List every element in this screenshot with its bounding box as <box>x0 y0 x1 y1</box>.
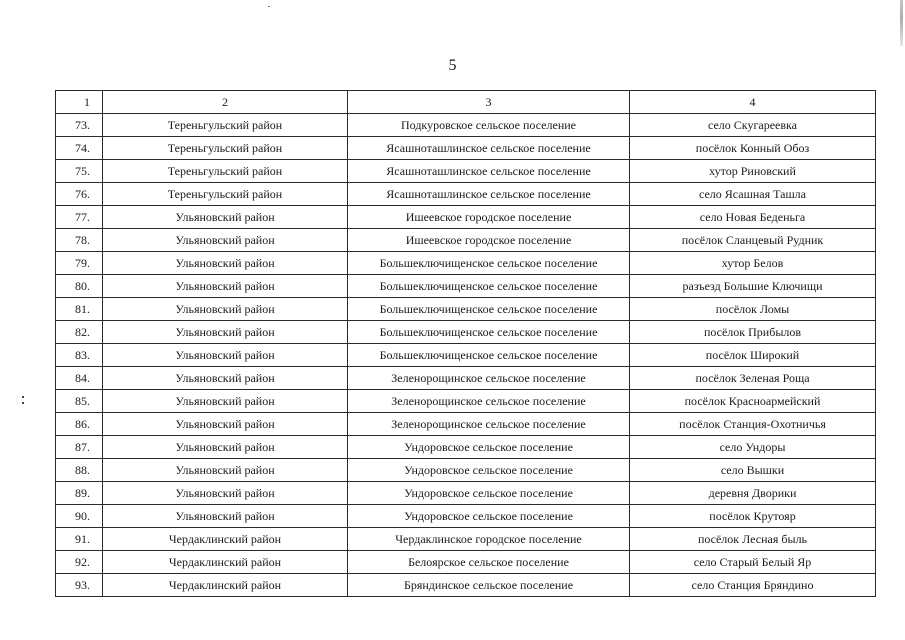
district-cell: Чердаклинский район <box>103 528 348 551</box>
district-cell: Ульяновский район <box>103 206 348 229</box>
row-number-cell: 85. <box>56 390 103 413</box>
header-cell-settlement: 3 <box>348 91 630 114</box>
settlement-cell: Бряндинское сельское поселение <box>348 574 630 597</box>
table-body <box>56 91 876 597</box>
settlement-cell: Чердаклинское городское поселение <box>348 528 630 551</box>
scan-speck <box>22 402 24 404</box>
row-number-cell: 77. <box>56 206 103 229</box>
row-number-cell: 74. <box>56 137 103 160</box>
row-number-cell: 91. <box>56 528 103 551</box>
district-cell: Тереньгульский район <box>103 137 348 160</box>
locality-cell: посёлок Ломы <box>630 298 876 321</box>
scan-speck <box>268 6 270 7</box>
table-row <box>56 505 876 528</box>
district-cell: Ульяновский район <box>103 275 348 298</box>
settlement-cell: Зеленорощинское сельское поселение <box>348 390 630 413</box>
row-number-cell: 92. <box>56 551 103 574</box>
district-cell: Ульяновский район <box>103 390 348 413</box>
row-number-cell: 79. <box>56 252 103 275</box>
row-number-cell: 87. <box>56 436 103 459</box>
settlement-cell: Зеленорощинское сельское поселение <box>348 413 630 436</box>
table-row <box>56 413 876 436</box>
settlement-cell: Белоярское сельское поселение <box>348 551 630 574</box>
table-row <box>56 551 876 574</box>
settlement-cell: Ундоровское сельское поселение <box>348 482 630 505</box>
row-number-cell: 75. <box>56 160 103 183</box>
district-cell: Тереньгульский район <box>103 114 348 137</box>
table-row <box>56 390 876 413</box>
row-number-cell: 89. <box>56 482 103 505</box>
locality-cell: село Ундоры <box>630 436 876 459</box>
settlement-cell: Большеключищенское сельское поселение <box>348 275 630 298</box>
table-row <box>56 459 876 482</box>
row-number-cell: 73. <box>56 114 103 137</box>
table-header-row <box>56 91 876 114</box>
settlement-cell: Ундоровское сельское поселение <box>348 436 630 459</box>
district-cell: Ульяновский район <box>103 344 348 367</box>
table-row <box>56 160 876 183</box>
table-row <box>56 229 876 252</box>
table-row <box>56 114 876 137</box>
settlement-cell: Зеленорощинское сельское поселение <box>348 367 630 390</box>
table-row <box>56 137 876 160</box>
locality-cell: посёлок Конный Обоз <box>630 137 876 160</box>
district-cell: Тереньгульский район <box>103 183 348 206</box>
page-number: 5 <box>448 57 457 74</box>
settlement-cell: Ишеевское городское поселение <box>348 206 630 229</box>
scan-edge-mark <box>900 0 903 46</box>
locality-cell: посёлок Крутояр <box>630 505 876 528</box>
district-cell: Тереньгульский район <box>103 160 348 183</box>
table-row <box>56 321 876 344</box>
locality-cell: село Вышки <box>630 459 876 482</box>
district-cell: Ульяновский район <box>103 505 348 528</box>
localities-table <box>55 90 876 597</box>
locality-cell: разъезд Большие Ключищи <box>630 275 876 298</box>
header-cell-district: 2 <box>103 91 348 114</box>
locality-cell: хутор Риновский <box>630 160 876 183</box>
scan-speck <box>22 396 24 398</box>
locality-cell: посёлок Широкий <box>630 344 876 367</box>
locality-cell: посёлок Прибылов <box>630 321 876 344</box>
row-number-cell: 86. <box>56 413 103 436</box>
settlement-cell: Большеключищенское сельское поселение <box>348 344 630 367</box>
row-number-cell: 81. <box>56 298 103 321</box>
row-number-cell: 83. <box>56 344 103 367</box>
table-row <box>56 367 876 390</box>
settlement-cell: Ясашноташлинское сельское поселение <box>348 160 630 183</box>
locality-cell: село Старый Белый Яр <box>630 551 876 574</box>
table-row <box>56 275 876 298</box>
locality-cell: село Новая Беденьга <box>630 206 876 229</box>
locality-cell: посёлок Станция-Охотничья <box>630 413 876 436</box>
district-cell: Ульяновский район <box>103 367 348 390</box>
district-cell: Ульяновский район <box>103 321 348 344</box>
settlement-cell: Большеключищенское сельское поселение <box>348 298 630 321</box>
district-cell: Ульяновский район <box>103 298 348 321</box>
locality-cell: посёлок Зеленая Роща <box>630 367 876 390</box>
header-cell-number: 1 <box>56 91 103 114</box>
row-number-cell: 93. <box>56 574 103 597</box>
settlement-cell: Большеключищенское сельское поселение <box>348 252 630 275</box>
table-row <box>56 482 876 505</box>
district-cell: Чердаклинский район <box>103 574 348 597</box>
locality-cell: село Станция Бряндино <box>630 574 876 597</box>
row-number-cell: 82. <box>56 321 103 344</box>
settlement-cell: Подкуровское сельское поселение <box>348 114 630 137</box>
locality-cell: село Ясашная Ташла <box>630 183 876 206</box>
locality-cell: посёлок Лесная быль <box>630 528 876 551</box>
table-row <box>56 528 876 551</box>
settlement-cell: Большеключищенское сельское поселение <box>348 321 630 344</box>
settlement-cell: Ишеевское городское поселение <box>348 229 630 252</box>
district-cell: Чердаклинский район <box>103 551 348 574</box>
settlement-cell: Ундоровское сельское поселение <box>348 505 630 528</box>
table-row <box>56 574 876 597</box>
row-number-cell: 84. <box>56 367 103 390</box>
settlement-cell: Ясашноташлинское сельское поселение <box>348 183 630 206</box>
settlement-cell: Ундоровское сельское поселение <box>348 459 630 482</box>
district-cell: Ульяновский район <box>103 413 348 436</box>
table-row <box>56 183 876 206</box>
row-number-cell: 78. <box>56 229 103 252</box>
locality-cell: село Скугареевка <box>630 114 876 137</box>
settlement-cell: Ясашноташлинское сельское поселение <box>348 137 630 160</box>
table-row <box>56 252 876 275</box>
row-number-cell: 90. <box>56 505 103 528</box>
locality-cell: хутор Белов <box>630 252 876 275</box>
table-row <box>56 298 876 321</box>
table-row <box>56 344 876 367</box>
district-cell: Ульяновский район <box>103 459 348 482</box>
table-row <box>56 206 876 229</box>
locality-cell: деревня Дворики <box>630 482 876 505</box>
row-number-cell: 88. <box>56 459 103 482</box>
row-number-cell: 76. <box>56 183 103 206</box>
table-row <box>56 436 876 459</box>
header-cell-locality: 4 <box>630 91 876 114</box>
row-number-cell: 80. <box>56 275 103 298</box>
district-cell: Ульяновский район <box>103 482 348 505</box>
district-cell: Ульяновский район <box>103 252 348 275</box>
locality-cell: посёлок Сланцевый Рудник <box>630 229 876 252</box>
locality-cell: посёлок Красноармейский <box>630 390 876 413</box>
district-cell: Ульяновский район <box>103 436 348 459</box>
district-cell: Ульяновский район <box>103 229 348 252</box>
